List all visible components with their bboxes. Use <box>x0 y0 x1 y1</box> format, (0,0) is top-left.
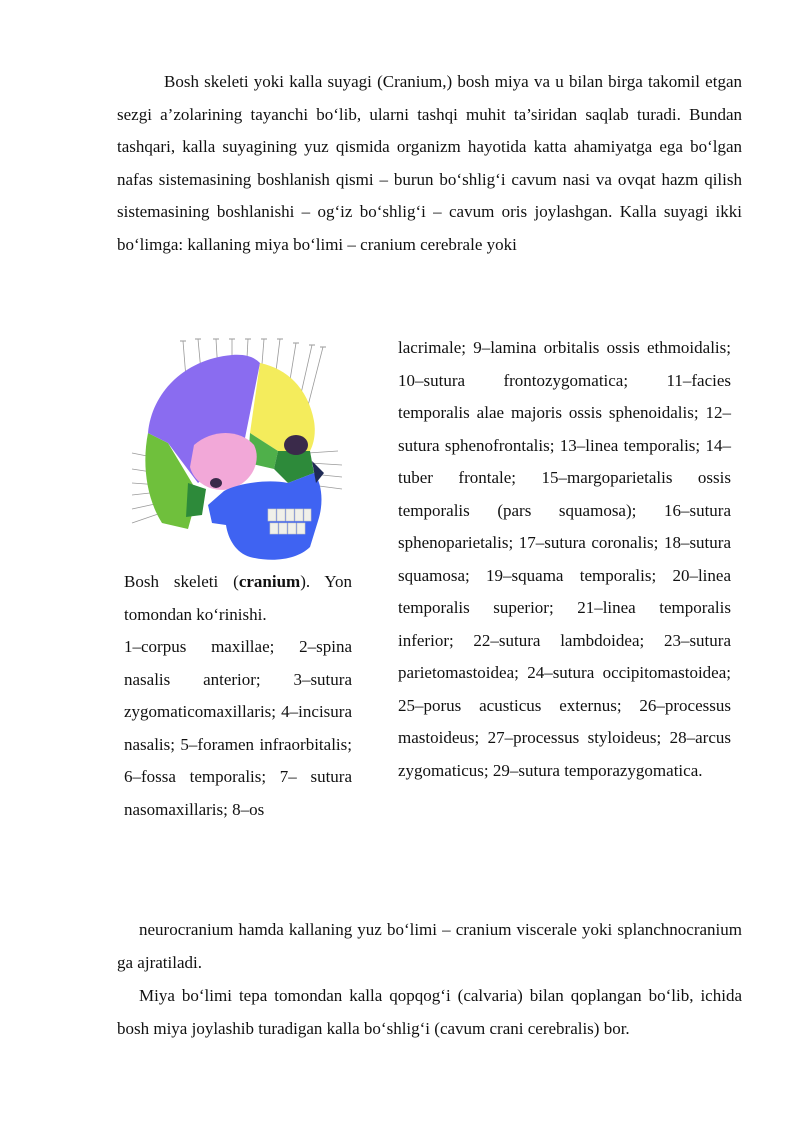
temporal-bone <box>190 433 257 490</box>
caption-text-before: Bosh skeleti ( <box>124 572 239 591</box>
ear-canal <box>210 478 222 488</box>
last-paragraph: Miya bo‘limi tepa tomondan kalla qopqog‘i (calvaria) bilan qoplangan bo‘lib, ichida bosh miya joylashib turadigan kalla bo‘shlig‘i (cavum crani cerebralis) bor. <box>117 986 742 1038</box>
figure-caption <box>124 566 352 826</box>
intro-paragraph: Bosh skeleti yoki kalla suyagi (Cranium,) bosh miya va u bilan birga takomil etgan sezgi a’zolarining tayanchi bo‘lib, ularni tashqi muhit ta’siridan saqlab turadi. Bundan tashqari, kalla suyagining yuz qismida organizm hayotida katta ahamiyatga ega bo‘lgan nafas sistemasining boshlanish qismi – burun bo‘shlig‘i cavum nasi va ovqat hazm qilish sistemasining boshlanishi – og‘iz bo‘shlig‘i – cavum oris joylashgan. Kalla suyagi ikki bo‘limga: kallaning miya bo‘limi – cranium cerebrale yoki <box>117 72 742 254</box>
mastoid-process <box>186 483 206 517</box>
continuation-paragraph: neurocranium hamda kallaning yuz bo‘limi – cranium viscerale yoki splanchnocranium ga ajratiladi. <box>117 920 742 972</box>
legend-right: lacrimale; 9–lamina orbitalis ossis ethmoidalis; 10–sutura frontozygomatica; 11–facies temporalis alae majoris ossis sphenoidalis; 12–sutura sphenofrontalis; 13–linea temporalis; 14–tuber frontale; 15–margoparietalis ossis temporalis (pars squamosa); 16–sutura sphenoparietalis; 17–sutura coronalis; 18–sutura squamosa; 19–squama temporalis; 20–linea temporalis superior; 21–linea temporalis inferior; 22–sutura lambdoidea; 23–sutura parietomastoidea; 24–sutura occipitomastoidea; 25–porus acusticus externus; 26–processus mastoideus; 27–processus styloideus; 28–arcus zygomaticus; 29–sutura temporazygomatica. <box>398 338 731 780</box>
skull-drawing <box>128 333 350 565</box>
skull-lateral-illustration <box>128 333 350 565</box>
legend-left: 1–corpus maxillae; 2–spina nasalis anterior; 3–sutura zygomaticomaxillaris; 4–incisura nasalis; 5–foramen infraorbitalis; 6–fossa temporalis; 7– sutura nasomaxillaris; 8–os <box>124 637 352 819</box>
label-ticks <box>180 339 326 347</box>
caption-bold-term: cranium <box>238 572 301 591</box>
orbit <box>284 435 308 455</box>
caption-text-after: ). Yon tomondan ko‘rinishi. <box>124 572 352 624</box>
